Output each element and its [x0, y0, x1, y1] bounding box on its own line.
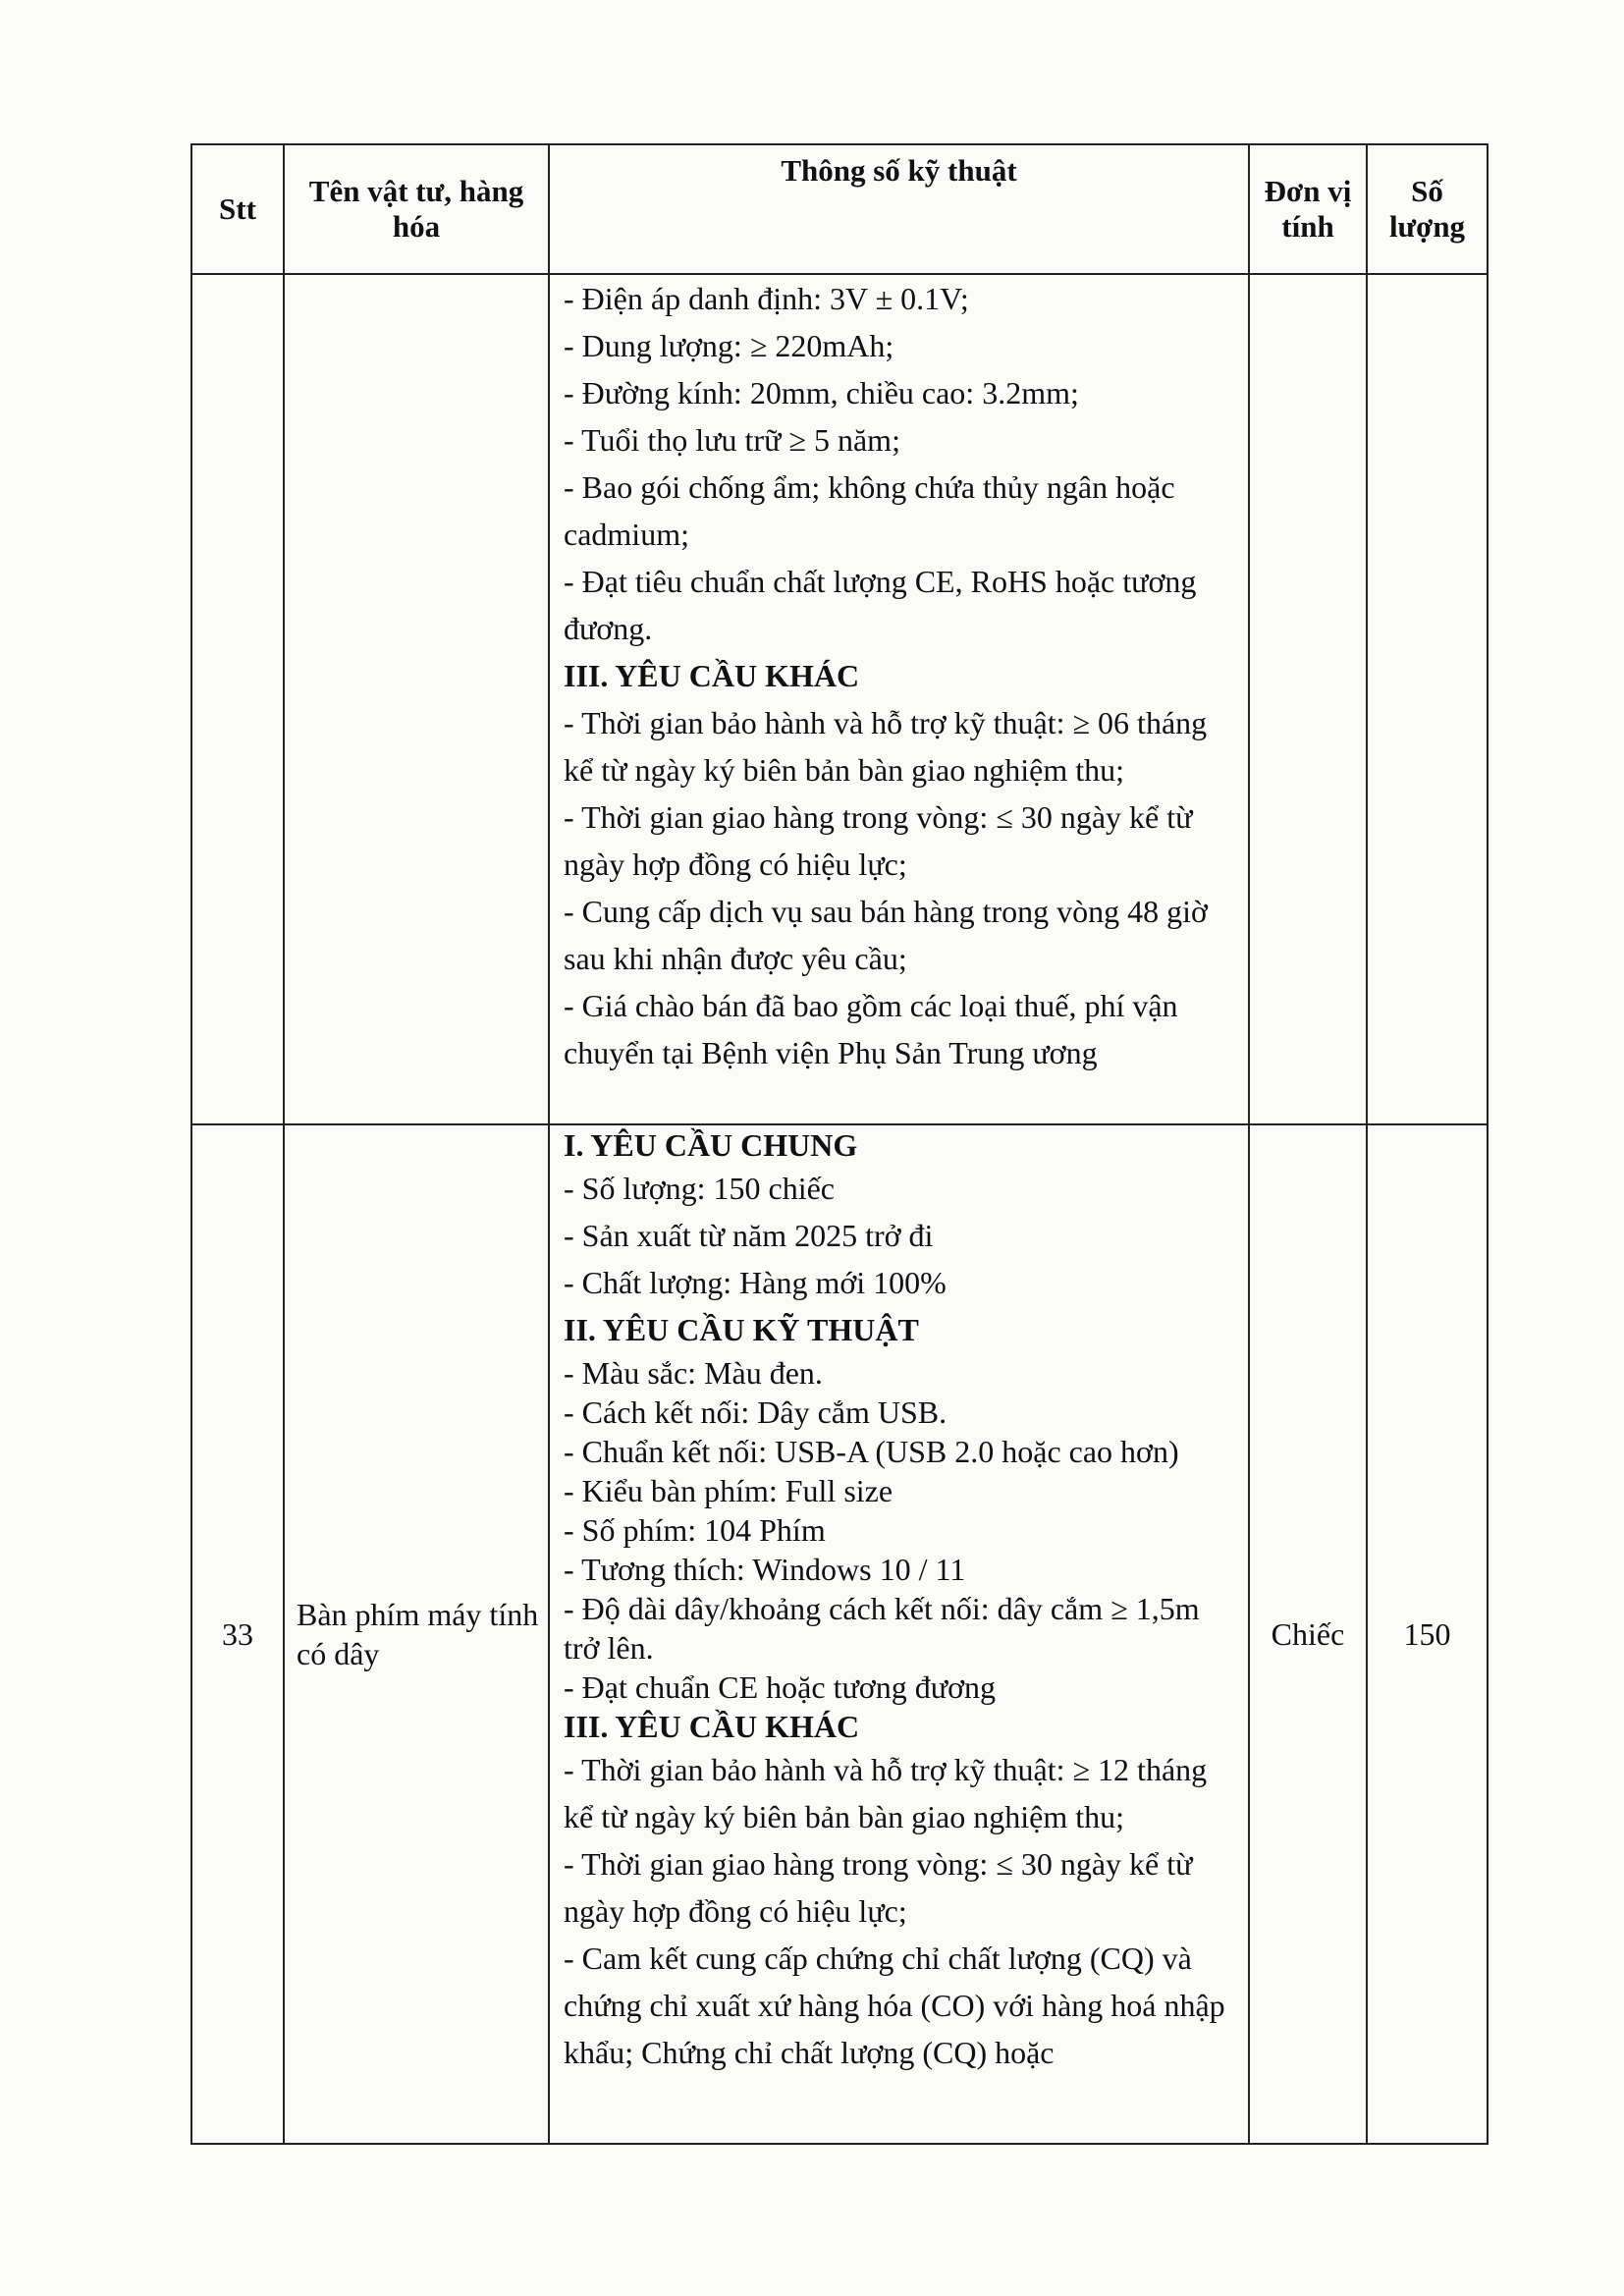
section-heading: II. YÊU CẦU KỸ THUẬT	[564, 1312, 919, 1347]
spec-line: - Số phím: 104 Phím	[564, 1512, 826, 1548]
row-quantity	[1367, 274, 1488, 1124]
spec-line: - Cách kết nối: Dây cắm USB.	[564, 1394, 947, 1430]
header-quantity: Số lượng	[1367, 144, 1488, 274]
spec-line: - Đạt tiêu chuẩn chất lượng CE, RoHS hoặc tương đương.	[564, 564, 1197, 646]
spec-line: - Độ dài dây/khoảng cách kết nối: dây cắm ≥ 1,5m trở lên.	[564, 1591, 1200, 1666]
spec-line: - Thời gian giao hàng trong vòng: ≤ 30 ngày kể từ ngày hợp đồng có hiệu lực;	[564, 1846, 1193, 1929]
spec-line: - Số lượng: 150 chiếc	[564, 1171, 835, 1206]
spec-line: - Kiểu bàn phím: Full size	[564, 1473, 893, 1508]
spec-line: - Dung lượng: ≥ 220mAh;	[564, 328, 894, 363]
spec-line: - Tuổi thọ lưu trữ ≥ 5 năm;	[564, 422, 900, 458]
spec-line: - Tương thích: Windows 10 / 11	[564, 1552, 966, 1587]
table-row	[191, 274, 1488, 1124]
spec-line: - Bao gói chống ẩm; không chứa thủy ngân hoặc cadmium;	[564, 469, 1175, 552]
section-heading: III. YÊU CẦU KHÁC	[564, 1709, 860, 1744]
spec-line: - Điện áp danh định: 3V ± 0.1V;	[564, 281, 969, 316]
row-item-name	[284, 274, 549, 1124]
header-stt: Stt	[191, 144, 284, 274]
spec-line: - Thời gian bảo hành và hỗ trợ kỹ thuật: ≥ 06 tháng kể từ ngày ký biên bản bàn giao nghiệm thu;	[564, 705, 1208, 788]
row-unit	[1249, 274, 1367, 1124]
header-item-name: Tên vật tư, hàng hóa	[284, 144, 549, 274]
section-heading: I. YÊU CẦU CHUNG	[564, 1127, 858, 1163]
spec-line: - Thời gian bảo hành và hỗ trợ kỹ thuật: ≥ 12 tháng kể từ ngày ký biên bản bàn giao nghiệm thu;	[564, 1752, 1208, 1834]
spec-line: - Chất lượng: Hàng mới 100%	[564, 1265, 947, 1300]
section-heading: III. YÊU CẦU KHÁC	[564, 658, 860, 693]
row-stt: 33	[191, 1124, 284, 2144]
header-specification: Thông số kỹ thuật	[549, 144, 1249, 274]
table-row	[191, 1124, 1488, 2144]
spec-line: - Sản xuất từ năm 2025 trở đi	[564, 1218, 934, 1253]
header-unit: Đơn vị tính	[1249, 144, 1367, 274]
row-unit: Chiếc	[1249, 1124, 1367, 2144]
row-stt	[191, 274, 284, 1124]
spec-line: - Màu sắc: Màu đen.	[564, 1355, 823, 1391]
spec-line: - Cam kết cung cấp chứng chỉ chất lượng (CQ) và chứng chỉ xuất xứ hàng hóa (CO) với hàng hoá nhập khẩu; Chứng chỉ chất lượng (CQ) hoặc	[564, 1941, 1225, 2070]
spec-line: - Giá chào bán đã bao gồm các loại thuế, phí vận chuyển tại Bệnh viện Phụ Sản Trung ương	[564, 988, 1178, 1070]
spec-line: - Thời gian giao hàng trong vòng: ≤ 30 ngày kể từ ngày hợp đồng có hiệu lực;	[564, 799, 1193, 882]
spec-line: - Đạt chuẩn CE hoặc tương đương	[564, 1669, 996, 1705]
row-item-name: Bàn phím máy tính có dây	[284, 1124, 549, 2144]
table-header-row	[191, 144, 1488, 274]
specification-table	[190, 143, 1489, 2145]
row-specification	[549, 1124, 1249, 2144]
row-specification	[549, 274, 1249, 1124]
spec-line: - Cung cấp dịch vụ sau bán hàng trong vòng 48 giờ sau khi nhận được yêu cầu;	[564, 894, 1208, 976]
spec-line: - Chuẩn kết nối: USB-A (USB 2.0 hoặc cao hơn)	[564, 1434, 1179, 1469]
spec-line: - Đường kính: 20mm, chiều cao: 3.2mm;	[564, 375, 1079, 410]
row-quantity: 150	[1367, 1124, 1488, 2144]
